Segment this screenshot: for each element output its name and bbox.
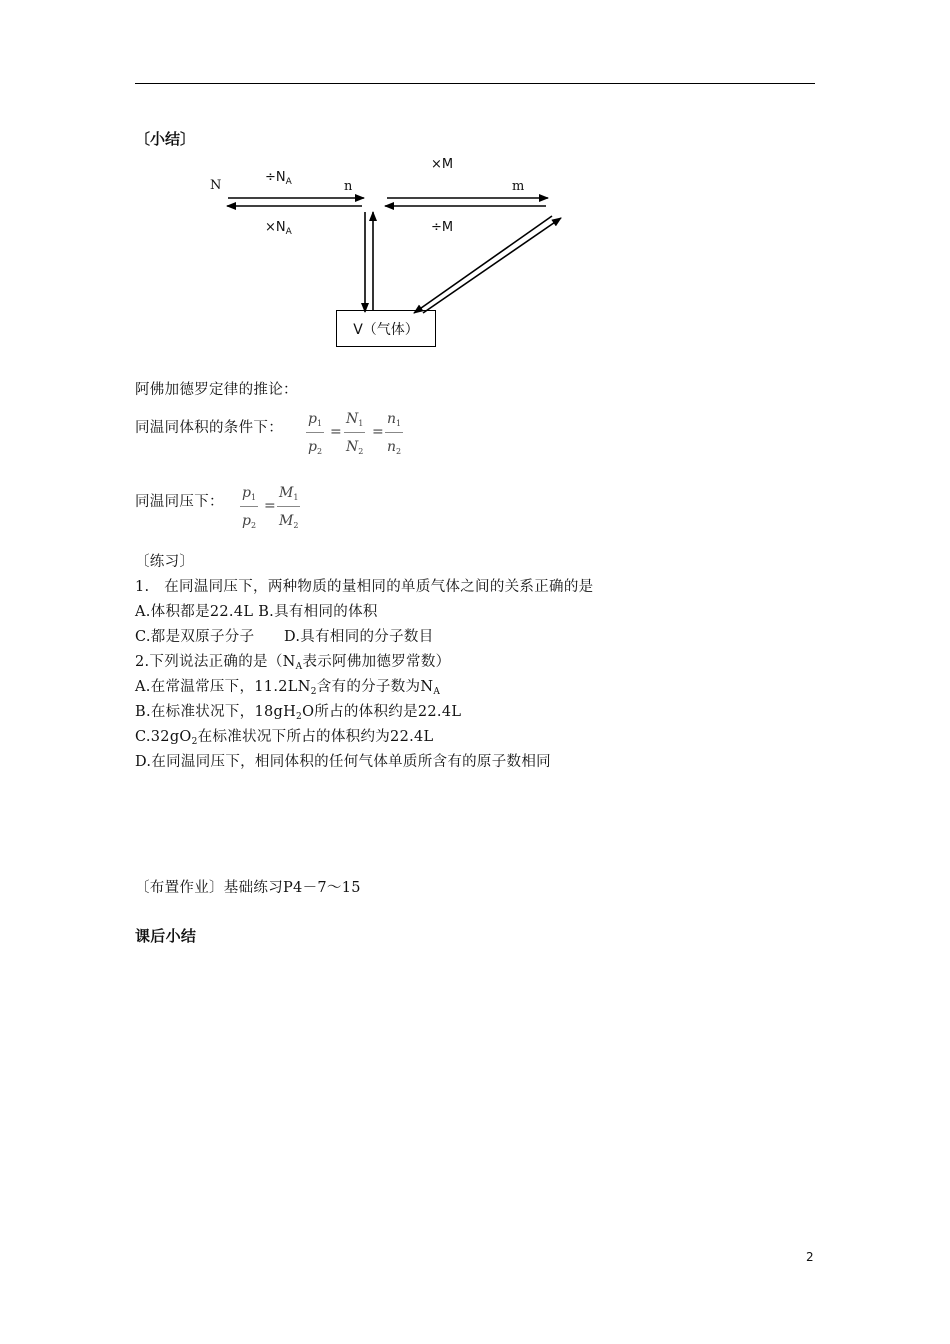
question-1: 1. 在同温同压下，两种物质的量相同的单质气体之间的关系正确的是	[135, 579, 594, 595]
page-number: 2	[806, 1250, 814, 1264]
question-2-option-b: B.在标准状况下，$18gH_2O$所占的体积约是22.4L	[135, 704, 462, 722]
question-2: 2.下列说法正确的是（$N_A$表示阿佛加德罗常数）	[135, 654, 451, 672]
fraction-n1-n2: $\frac{n_1}{n_2}$	[387, 411, 402, 456]
equals-sign-2: =	[372, 424, 384, 440]
equals-sign-1: =	[330, 424, 342, 440]
equals-sign-3: =	[264, 498, 276, 514]
condition-same-temp-volume: 同温同体积的条件下：	[135, 420, 283, 436]
conversion-diagram	[0, 0, 950, 400]
question-2-option-d: D.在同温同压下，相同体积的任何气体单质所含有的原子数相同	[135, 754, 551, 770]
question-1-options-ab: A.体积都是22.4L B.具有相同的体积	[135, 604, 378, 620]
gas-volume-label: V（气体）	[353, 321, 419, 338]
label-div-NA: $\div N_A$	[265, 170, 292, 187]
condition-same-temp-pressure: 同温同压下：	[135, 494, 224, 510]
fraction-N1-N2: $\frac{N_1}{N_2}$	[346, 411, 364, 456]
node-m: m	[512, 179, 525, 194]
label-mul-M: ×M	[431, 157, 454, 172]
question-2-option-c: $C.32gO_2$在标准状况下所占的体积约为22.4L	[135, 729, 434, 747]
gas-volume-box	[336, 310, 436, 347]
fraction-p1-p2: $\frac{p_1}{p_2}$	[308, 411, 323, 456]
question-1-options-cd: C.都是双原子分子 D.具有相同的分子数目	[135, 629, 434, 645]
label-div-M: ÷M	[431, 220, 454, 235]
avogadro-intro: 阿佛加德罗定律的推论：	[135, 382, 298, 398]
node-n: n	[344, 179, 353, 194]
after-class-summary-heading: 课后小结	[135, 927, 197, 945]
summary-heading: 〔小结〕	[135, 130, 196, 148]
node-N: N	[210, 178, 222, 193]
fraction-M1-M2: $\frac{M_1}{M_2}$	[279, 485, 299, 530]
question-2-option-a: A.在常温常压下，$11.2LN_2$含有的分子数为$N_A$	[135, 679, 441, 697]
exercise-heading: 〔练习〕	[135, 554, 195, 570]
fraction-p1-p2-b: $\frac{p_1}{p_2}$	[242, 485, 257, 530]
label-mul-NA: $\times N_A$	[265, 220, 292, 237]
homework-assignment: 〔布置作业〕基础练习P4－7～15	[135, 880, 361, 896]
